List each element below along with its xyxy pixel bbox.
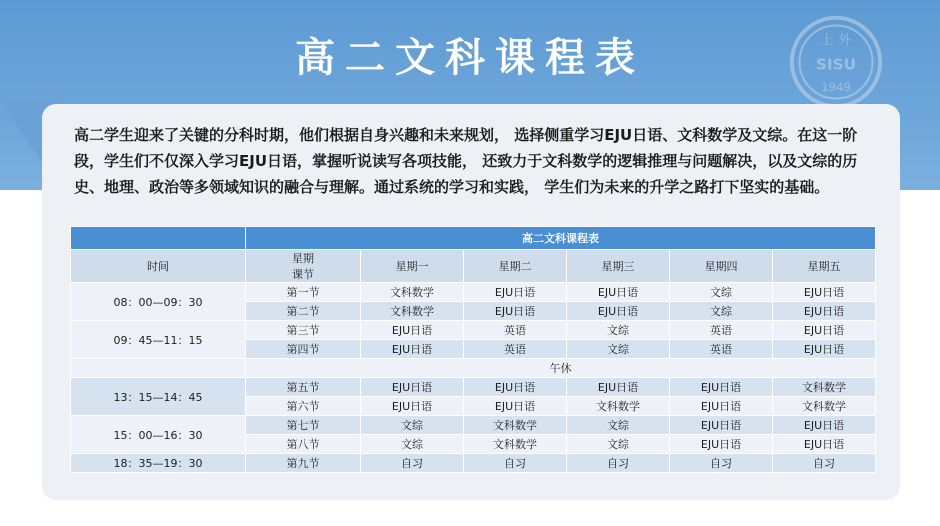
time-slot: 09：45—11：15 [71,321,246,359]
course-cell: 自习 [670,454,773,473]
course-cell: 自习 [773,454,876,473]
course-cell: 文科数学 [567,397,670,416]
course-cell: EJU日语 [773,435,876,454]
column-header-day: 星期一 [361,250,464,283]
period-cell: 第三节 [246,321,361,340]
course-cell: EJU日语 [464,302,567,321]
course-cell: 文综 [361,435,464,454]
table-row [71,454,876,473]
period-cell: 第五节 [246,378,361,397]
seal-year: 1949 [821,79,851,94]
course-cell: 文科数学 [773,378,876,397]
course-cell: EJU日语 [773,283,876,302]
period-cell: 第一节 [246,283,361,302]
period-cell: 第七节 [246,416,361,435]
course-cell: EJU日语 [361,321,464,340]
school-seal-logo [788,14,884,110]
course-cell: 文综 [567,340,670,359]
course-cell: EJU日语 [361,340,464,359]
table-row [71,283,876,302]
period-header-line1: 星期 [292,252,314,265]
time-slot: 15：00—16：30 [71,416,246,454]
table-row [71,378,876,397]
column-header-day: 星期四 [670,250,773,283]
course-cell: 文综 [670,302,773,321]
column-header-day: 星期五 [773,250,876,283]
course-cell: 文科数学 [773,397,876,416]
table-caption: 高二文科课程表 [246,227,876,250]
period-cell: 第四节 [246,340,361,359]
table-row [71,416,876,435]
course-cell: EJU日语 [773,302,876,321]
page-title: 高二文科课程表 [295,35,645,81]
course-cell: 文综 [567,321,670,340]
course-cell: EJU日语 [361,378,464,397]
period-cell: 第二节 [246,302,361,321]
time-slot: 13：15—14：45 [71,378,246,416]
course-cell: 文综 [567,435,670,454]
course-cell: 文科数学 [361,283,464,302]
seal-top-text: 上 外 [820,33,852,49]
course-cell: 文综 [361,416,464,435]
course-cell: EJU日语 [464,378,567,397]
table-row [71,321,876,340]
course-cell: EJU日语 [670,397,773,416]
course-cell: EJU日语 [464,283,567,302]
course-cell: EJU日语 [361,397,464,416]
column-header-day: 星期二 [464,250,567,283]
period-cell: 第九节 [246,454,361,473]
period-header-line2: 课节 [292,268,314,281]
course-cell: 英语 [670,321,773,340]
course-cell: EJU日语 [773,340,876,359]
lunch-time-cell [71,359,246,378]
course-cell: 文科数学 [464,435,567,454]
time-slot: 08：00—09：30 [71,283,246,321]
course-cell: EJU日语 [670,435,773,454]
course-cell: 文科数学 [464,416,567,435]
period-cell: 第八节 [246,435,361,454]
course-cell: 英语 [464,340,567,359]
course-cell: EJU日语 [670,378,773,397]
course-cell: 自习 [567,454,670,473]
course-cell: 文综 [670,283,773,302]
course-cell: 自习 [464,454,567,473]
course-cell: EJU日语 [464,397,567,416]
course-cell: EJU日语 [670,416,773,435]
course-cell: EJU日语 [773,321,876,340]
course-cell: EJU日语 [567,302,670,321]
intro-paragraph: 高二学生迎来了关键的分科时期，他们根据自身兴趣和未来规划， 选择侧重学习EJU日语、文科数学及文综。在这一阶段，学生们不仅深入学习EJU日语，掌握听说读写各项技能， 还致力于文科数学的逻辑推理与问题解决，以及文综的历史、地理、政治等多领域知识的融合与理解。通过系统的学习和实践， 学生们为未来的升学之路打下坚实的基础。 [74,126,858,196]
course-cell: 英语 [464,321,567,340]
course-cell: 文科数学 [361,302,464,321]
course-cell: 英语 [670,340,773,359]
column-header-time: 时间 [71,250,246,283]
table-corner-cell [71,227,246,250]
period-cell: 第六节 [246,397,361,416]
course-cell: 自习 [361,454,464,473]
course-cell: EJU日语 [773,416,876,435]
seal-mid-text: SISU [815,55,857,74]
lunch-row [71,359,876,378]
course-cell: EJU日语 [567,378,670,397]
column-header-day: 星期三 [567,250,670,283]
time-slot: 18：35—19：30 [71,454,246,473]
course-cell: EJU日语 [567,283,670,302]
course-cell: 文综 [567,416,670,435]
lunch-label: 午休 [246,359,876,378]
column-header-period [246,250,361,283]
timetable [70,226,876,473]
